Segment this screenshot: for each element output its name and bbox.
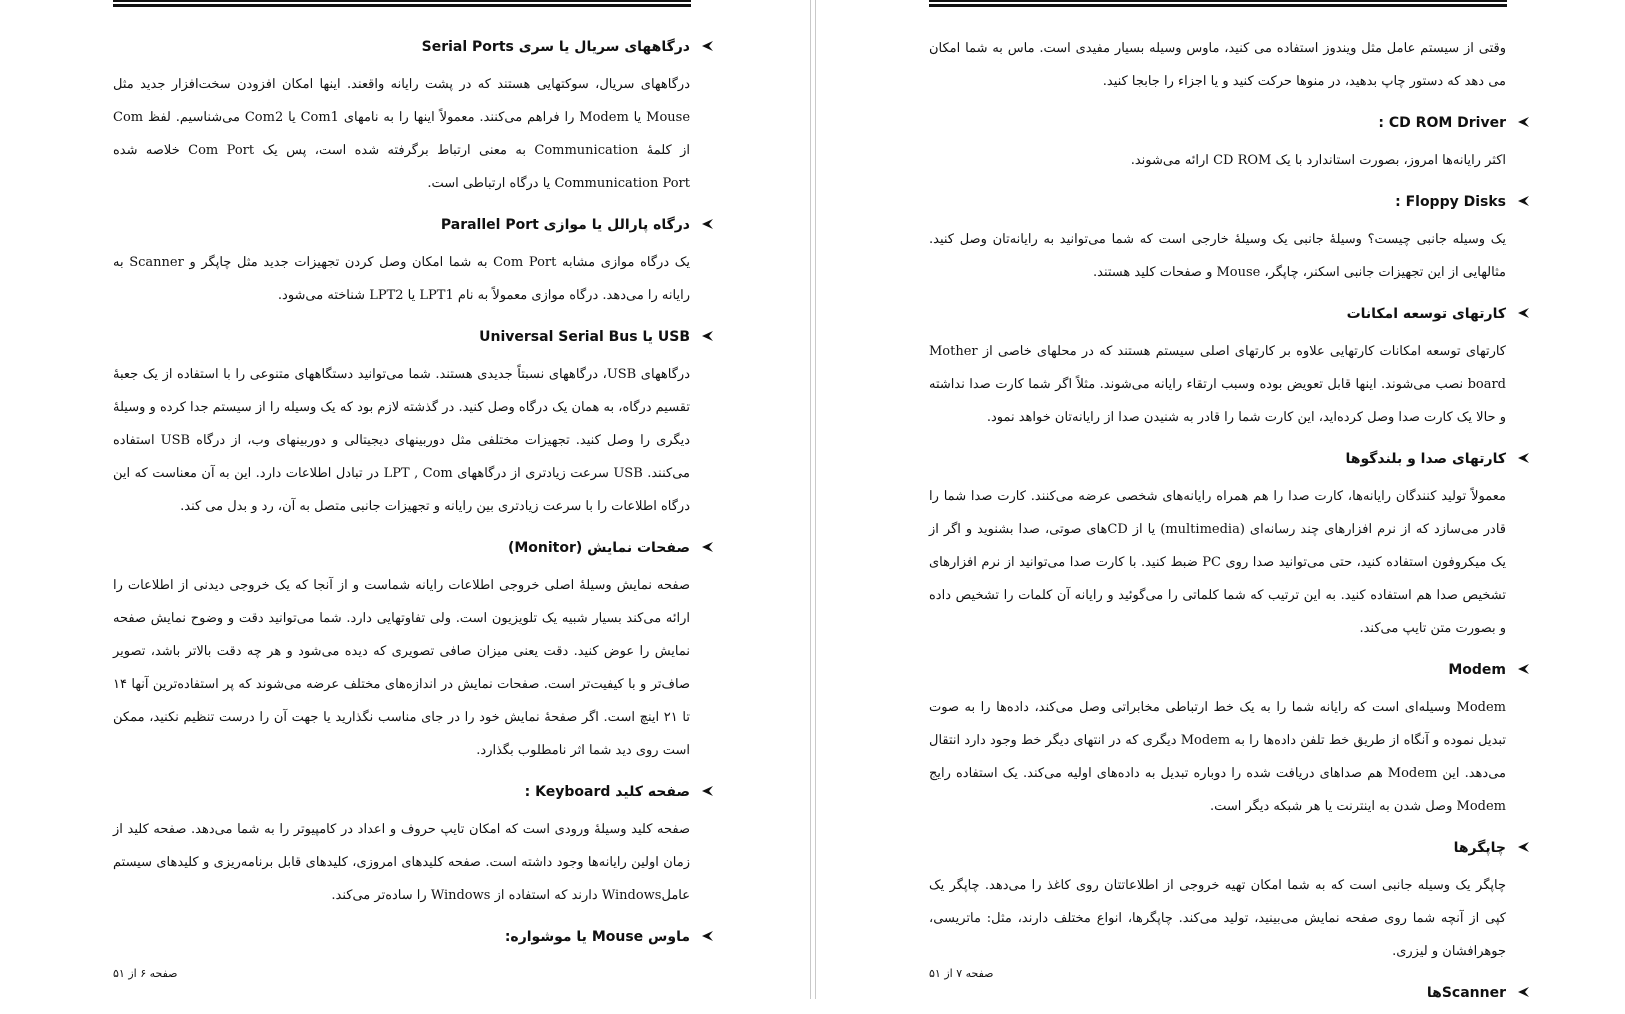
section-heading xyxy=(113,922,690,952)
section-heading xyxy=(113,777,690,807)
section-heading-text: کارتهای توسعه امکانات xyxy=(1346,306,1506,322)
section-heading-text: Floppy Disks : xyxy=(1395,194,1506,210)
body-paragraph: کارتهای توسعه امکانات کارتهایی علاوه بر کارتهای اصلی سیستم هستند که در محلهای خاصی از Mother board نصب می‌شوند. اینها قابل تعویض بوده وسبب ارتقاء رایانه می‌شوند. مثلاً اگر شما کارت صدا نداشته و حالا یک کارت صدا وصل کرده‌اید، این کارت شما را قادر به شنیدن صدا از رایانه‌تان خواهد نمود. xyxy=(929,344,1506,425)
body-paragraph: Modem وسیله‌ای است که رایانه شما را به یک خط ارتباطی مخابراتی وصل می‌کند، داده‌ها را به صوت تبدیل نموده و آنگاه از طریق خط تلفن داده‌ها را به Modem دیگری که در انتهای دیگر خط وجود دارد انتقال می‌دهد. این Modem هم صداهای دریافت شده را دوباره تبدیل به داده‌های اولیه می‌کند. یک استفاده رایج Modem وصل شدن به اینترنت یا هر شبکه دیگر است. xyxy=(929,700,1506,814)
bullet-arrow-icon xyxy=(1516,307,1530,319)
section-heading xyxy=(929,655,1506,685)
bullet-arrow-icon xyxy=(700,330,714,342)
header-rule xyxy=(113,0,691,7)
body-paragraph: یک وسیله جانبی چیست؟ وسیلهٔ جانبی یک وسیلهٔ خارجی است که شما می‌توانید به رایانه‌تان وصل کنید. مثالهایی از این تجهیزات جانبی اسکنر، چاپگر، Mouse و صفحات کلید هستند. xyxy=(929,232,1506,280)
header-rule xyxy=(929,0,1507,7)
bullet-arrow-icon xyxy=(1516,452,1530,464)
body-paragraph: صفحه کلید وسیلهٔ ورودی است که امکان تایپ حروف و اعداد در کامپیوتر را به شما می‌دهد. صفحه کلید از زمان اولین رایانه‌ها وجود داشته است. صفحه کلیدهای امروزی، کلیدهای قابل برنامه‌ریزی و کلیدهای سیستم عاملWindows دارند که استفاده از Windows را ساده‌تر می‌کند. xyxy=(113,822,690,903)
section-heading xyxy=(113,533,690,563)
section-heading-text: درگاه پارالل یا موازی Parallel Port xyxy=(440,217,690,233)
section-heading xyxy=(929,108,1506,138)
bullet-arrow-icon xyxy=(700,218,714,230)
bullet-arrow-icon xyxy=(700,785,714,797)
section-heading xyxy=(929,978,1506,1008)
body-paragraph: معمولاً تولید کنندگان رایانه‌ها، کارت صدا را هم همراه رایانه‌های شخصی عرضه می‌کنند. کارت صدا شما را قادر می‌سازد که از نرم افزارهای چند رسانه‌ای (multimedia) یا از CDهای صوتی، صدا بشنوید و اگر از یک میکروفون استفاده کنید، حتی می‌توانید صدا روی PC ضبط کنید. با کارت صدا می‌توانید از نرم افزارهای تشخیص صدا هم استفاده کنید. به این ترتیب که شما کلماتی را می‌گوئید و رایانه آن کلمات را تشخیص داده و بصورت متن تایپ می‌کند. xyxy=(929,489,1506,636)
section-heading xyxy=(929,444,1506,474)
section-heading-text: چاپگرها xyxy=(1453,840,1506,856)
bullet-arrow-icon xyxy=(1516,841,1530,853)
body-paragraph: درگاههای سریال، سوکتهایی هستند که در پشت رایانه واقعند. اینها امکان افزودن سخت‌افزار جدید مثل Mouse یا Modem را فراهم می‌کنند. معمولاً اینها را به نامهای Com1 یا Com2 می‌شناسیم. لفظ Com از کلمهٔ Communication به معنی ارتباط برگرفته شده است، پس یک Com Port خلاصه شده Communication Port یا درگاه ارتباطی است. xyxy=(113,77,691,191)
section-heading xyxy=(113,322,690,352)
bullet-arrow-icon xyxy=(1516,986,1530,998)
section-heading xyxy=(113,210,690,240)
body-paragraph: وقتی از سیستم عامل مثل ویندوز استفاده می کنید، ماوس وسیله بسیار مفیدی است. ماس به شما امکان می دهد که دستور چاپ بدهید، در منوها حرکت کنید و یا اجزاء را جابجا کنید. xyxy=(929,41,1506,89)
section-heading xyxy=(113,32,690,62)
section-heading-text: ماوس Mouse یا موشواره: xyxy=(504,929,690,945)
section-heading xyxy=(929,187,1506,217)
section-heading-text: صفحات نمایش (Monitor) xyxy=(507,540,690,556)
body-paragraph: اکثر رایانه‌ها امروز، بصورت استاندارد با یک CD ROM ارائه می‌شوند. xyxy=(1130,153,1506,168)
section-heading-text: صفحه کلید Keyboard : xyxy=(524,784,690,800)
section-heading-text: کارتهای صدا و بلندگوها xyxy=(1345,451,1506,467)
section-heading xyxy=(929,299,1506,329)
bullet-arrow-icon xyxy=(700,930,714,942)
bullet-arrow-icon xyxy=(700,541,714,553)
page-footer: صفحه ۶ از ۵۱ xyxy=(113,967,178,980)
body-paragraph: یک درگاه موازی مشابه Com Port به شما امکان وصل کردن تجهیزات جدید مثل چاپگر و Scanner به رایانه را می‌دهد. درگاه موازی معمولاً به نام LPT1 یا LPT2 شناخته می‌شود. xyxy=(113,255,691,303)
section-heading-text: USB یا Universal Serial Bus xyxy=(479,329,690,345)
body-paragraph: صفحه نمایش وسیلهٔ اصلی خروجی اطلاعات رایانه شماست و از آنجا که یک خروجی دیدنی از اطلاعات را ارائه می‌کند بسیار شبیه یک تلویزیون است. ولی تفاوتهایی دارد. شما می‌توانید دقت و وضوح نمایش صفحه نمایش را عوض کنید. دقت یعنی میزان صافی تصویری که دیده می‌شود و هر چه دقت بالاتر باشد، تصویر صاف‌تر و با کیفیت‌تر است. صفحات نمایش در اندازه‌های مختلف عرضه می‌شوند که پر استفاده‌ترین آنها ۱۴ تا ۲۱ اینچ است. اگر صفحهٔ نمایش خود را در جای مناسب نگذارید یا جهت آن را درست تنظیم نکنید، ممکن است روی دید شما اثر نامطلوب بگذارد. xyxy=(113,578,690,758)
bullet-arrow-icon xyxy=(1516,663,1530,675)
page-content xyxy=(113,32,690,958)
section-heading-text: Scannerها xyxy=(1426,985,1506,1001)
document-page-left xyxy=(0,0,810,999)
bullet-arrow-icon xyxy=(700,40,714,52)
section-heading-text: Modem xyxy=(1448,662,1506,678)
body-paragraph: درگاههای USB، درگاههای نسبتاً جدیدی هستند. شما می‌توانید دستگاههای متنوعی را با استفاده از یک جعبهٔ تقسیم درگاه، به همان یک درگاه وصل کنید. در گذشته لازم بود که یک وسیله را از سیستم جدا کرده و وسیلهٔ دیگری را وصل کنید. تجهیزات مختلفی مثل دوربینهای دیجیتالی و دوربینهای وب، از درگاه USB استفاده می‌کنند. USB سرعت زیادتری از درگاههای LPT , Com در تبادل اطلاعات دارد. این به آن معناست که این درگاه اطلاعات را با سرعت زیادتری بین رایانه و تجهیزات جانبی متصل به آن، رد و بدل می کند. xyxy=(113,367,691,514)
bullet-arrow-icon xyxy=(1516,116,1530,128)
page-footer: صفحه ۷ از ۵۱ xyxy=(929,967,994,980)
document-page-right xyxy=(816,0,1625,999)
section-heading xyxy=(929,833,1506,863)
page-content xyxy=(929,32,1506,1014)
section-heading-text: CD ROM Driver : xyxy=(1378,115,1506,131)
bullet-arrow-icon xyxy=(1516,195,1530,207)
section-heading-text: درگاههای سریال یا سری Serial Ports xyxy=(421,39,690,55)
body-paragraph: چاپگر یک وسیله جانبی است که به شما امکان تهیه خروجی از اطلاعاتتان روی کاغذ را می‌دهد. چاپگر یک کپی از آنچه شما روی صفحه نمایش می‌بینید، تولید می‌کند. چاپگرها، انواع مختلف دارند، مثل: ماتریسی، جوهرافشان و لیزری. xyxy=(929,878,1506,959)
